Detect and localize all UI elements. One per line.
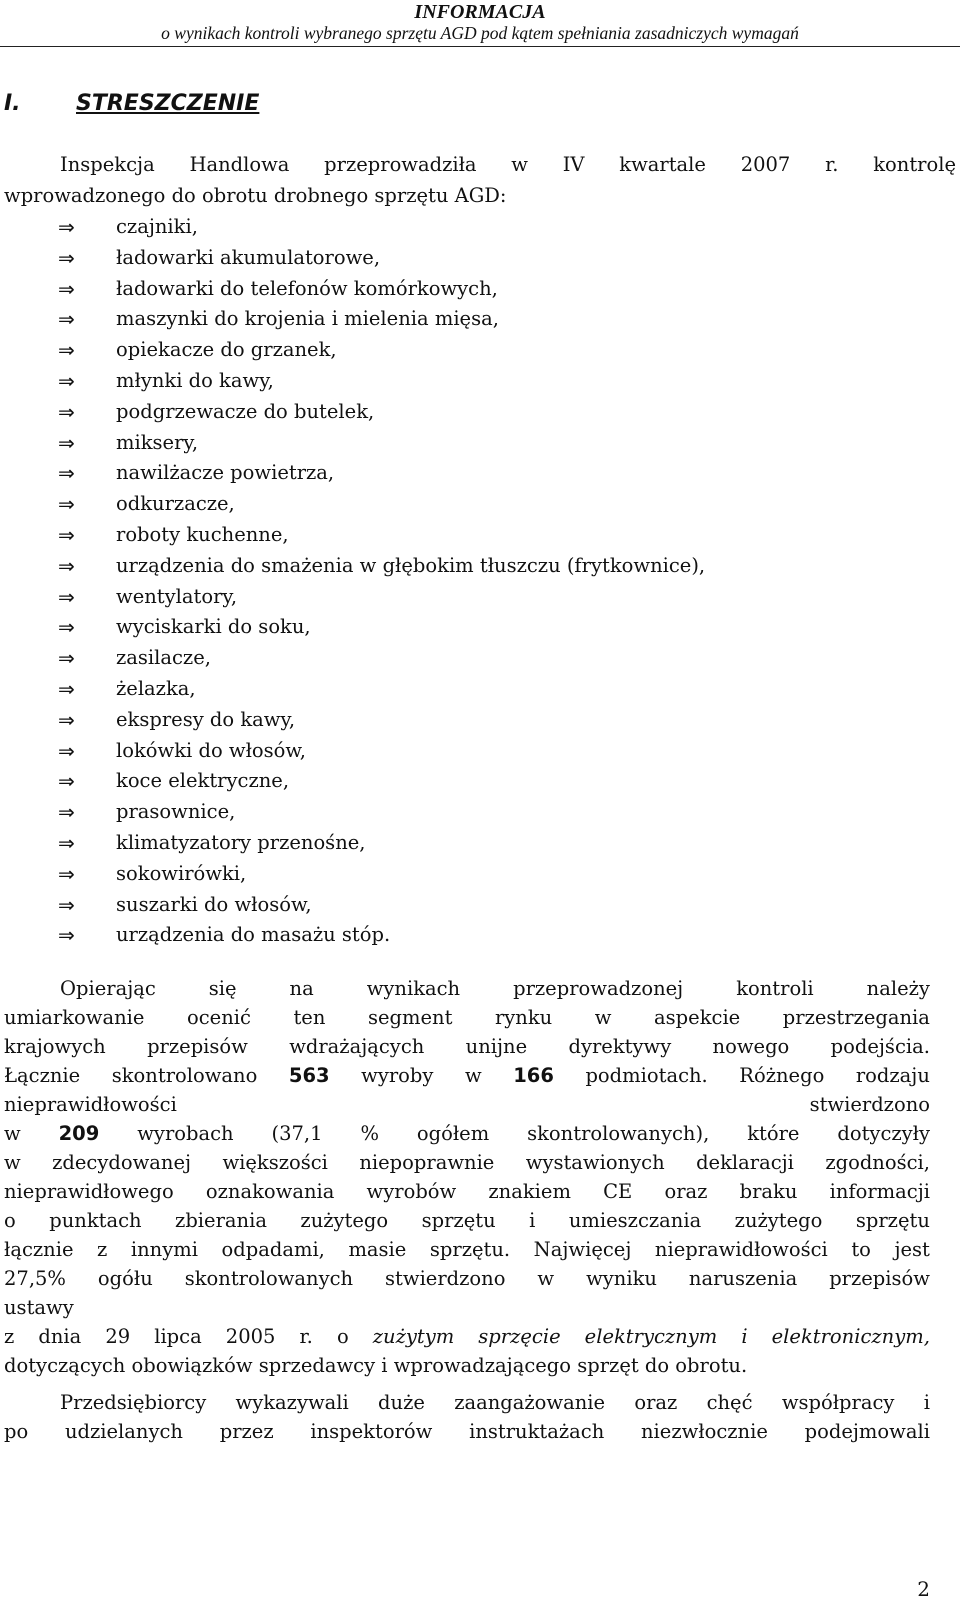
list-item-text: podgrzewacze do butelek, bbox=[116, 399, 375, 423]
word: to bbox=[851, 1238, 871, 1261]
word: wyroby bbox=[361, 1064, 434, 1087]
word: skontrolowanych), bbox=[527, 1122, 710, 1145]
double-arrow-icon: ⇒ bbox=[58, 800, 75, 825]
list-item-text: ładowarki akumulatorowe, bbox=[116, 245, 381, 269]
text-line bbox=[4, 1351, 930, 1380]
double-arrow-icon: ⇒ bbox=[58, 430, 75, 455]
double-arrow-icon: ⇒ bbox=[58, 245, 75, 270]
text-line bbox=[4, 1206, 930, 1235]
word: w bbox=[464, 1064, 482, 1087]
summary-paragraph bbox=[4, 974, 930, 1380]
word: rynku bbox=[494, 1006, 553, 1029]
word: oznakowania bbox=[205, 1180, 335, 1203]
word: ustawy bbox=[4, 1296, 74, 1319]
list-item-text: ładowarki do telefonów komórkowych, bbox=[116, 276, 498, 300]
word: CE bbox=[603, 1180, 633, 1203]
list-item-text: lokówki do włosów, bbox=[116, 738, 306, 762]
list-item-text: sokowirówki, bbox=[116, 861, 247, 885]
word: przeprowadziła bbox=[324, 153, 477, 176]
word: ogółu bbox=[97, 1267, 153, 1290]
cooperation-paragraph bbox=[4, 1388, 930, 1446]
double-arrow-icon: ⇒ bbox=[58, 276, 75, 301]
list-item-text: maszynki do krojenia i mielenia mięsa, bbox=[116, 307, 499, 331]
word: większości bbox=[222, 1151, 328, 1174]
word: przepisów bbox=[829, 1267, 930, 1290]
text-line bbox=[4, 1293, 930, 1322]
word: sprzętu bbox=[855, 1209, 930, 1232]
word: chęć bbox=[706, 1391, 753, 1414]
word: nieprawidłowości bbox=[4, 1093, 177, 1116]
double-arrow-icon: ⇒ bbox=[58, 338, 75, 363]
word: ogółem bbox=[416, 1122, 490, 1145]
word: w bbox=[4, 1122, 21, 1145]
act-title-word: i bbox=[741, 1325, 748, 1348]
double-arrow-icon: ⇒ bbox=[58, 522, 75, 547]
double-arrow-icon: ⇒ bbox=[58, 461, 75, 486]
word: ocenić bbox=[187, 1006, 251, 1029]
word: zużytego bbox=[300, 1209, 389, 1232]
word: kontroli bbox=[736, 977, 814, 1000]
list-item-text: żelazka, bbox=[116, 676, 196, 700]
list-item-text: urządzenia do smażenia w głębokim tłuszczu (frytkownice), bbox=[116, 553, 706, 577]
act-title-word: sprzęcie bbox=[478, 1325, 561, 1348]
word: skontrolowanych bbox=[184, 1267, 354, 1290]
word: dnia bbox=[38, 1325, 82, 1348]
word: i bbox=[923, 1391, 930, 1414]
word: skontrolowano bbox=[111, 1064, 258, 1087]
double-arrow-icon: ⇒ bbox=[58, 892, 75, 917]
word: podejścia. bbox=[830, 1035, 930, 1058]
word: inspektorów bbox=[310, 1420, 433, 1443]
word: należy bbox=[866, 977, 930, 1000]
double-arrow-icon: ⇒ bbox=[58, 492, 75, 517]
word: innymi bbox=[130, 1238, 198, 1261]
word: Przedsiębiorcy bbox=[60, 1391, 207, 1414]
double-arrow-icon: ⇒ bbox=[58, 923, 75, 948]
header-subtitle: o wynikach kontroli wybranego sprzętu AGD pod kątem spełniania zasadniczych wymagań bbox=[161, 23, 799, 43]
word: udzielanych bbox=[64, 1420, 183, 1443]
list-item-text: zasilacze, bbox=[116, 646, 211, 670]
word: niepoprawnie bbox=[359, 1151, 495, 1174]
word: dotyczących obowiązków sprzedawcy i wprowadzającego sprzęt do obrotu. bbox=[4, 1354, 748, 1377]
word: braku bbox=[739, 1180, 798, 1203]
word: masie bbox=[348, 1238, 407, 1261]
word: stwierdzono bbox=[809, 1093, 930, 1116]
products-count: 563 bbox=[288, 1064, 330, 1087]
intro-paragraph bbox=[4, 149, 956, 211]
word: w bbox=[4, 1151, 21, 1174]
word: dyrektywy bbox=[568, 1035, 672, 1058]
text-line bbox=[4, 1119, 930, 1148]
act-title-word: elektronicznym, bbox=[771, 1325, 930, 1348]
word: niezwłocznie bbox=[641, 1420, 768, 1443]
double-arrow-icon: ⇒ bbox=[58, 399, 75, 424]
word: instruktażach bbox=[469, 1420, 605, 1443]
list-item-text: czajniki, bbox=[116, 215, 198, 238]
irregular-products-count: 209 bbox=[58, 1122, 100, 1145]
word: w bbox=[594, 1006, 612, 1029]
word: 29 bbox=[105, 1325, 131, 1348]
word: o bbox=[336, 1325, 349, 1348]
text-line bbox=[4, 1177, 930, 1206]
word: łącznie bbox=[4, 1238, 74, 1261]
double-arrow-icon: ⇒ bbox=[58, 676, 75, 701]
text-line bbox=[4, 974, 930, 1003]
word: z bbox=[97, 1238, 108, 1261]
text-line bbox=[4, 1322, 930, 1351]
word: z bbox=[4, 1325, 15, 1348]
header-divider bbox=[0, 46, 960, 47]
list-item-text: prasownice, bbox=[116, 800, 236, 824]
word: sprzętu. bbox=[429, 1238, 511, 1261]
word: jest bbox=[894, 1238, 930, 1261]
word: podejmowali bbox=[804, 1420, 930, 1443]
word: zgodności, bbox=[825, 1151, 930, 1174]
double-arrow-icon: ⇒ bbox=[58, 861, 75, 886]
text-line bbox=[4, 1235, 930, 1264]
word: ten bbox=[293, 1006, 326, 1029]
text-line bbox=[4, 1148, 930, 1177]
word: wystawionych bbox=[525, 1151, 665, 1174]
word: podmiotach. bbox=[585, 1064, 708, 1087]
word: się bbox=[208, 977, 237, 1000]
list-item-text: nawilżacze powietrza, bbox=[116, 461, 335, 485]
word: przeprowadzonej bbox=[513, 977, 684, 1000]
word: odpadami, bbox=[221, 1238, 325, 1261]
word: r. bbox=[825, 153, 839, 176]
list-item-text: ekspresy do kawy, bbox=[116, 707, 296, 731]
word: po bbox=[4, 1420, 29, 1443]
entities-count: 166 bbox=[513, 1064, 554, 1087]
word: nowego bbox=[712, 1035, 790, 1058]
word: wykazywali bbox=[235, 1391, 349, 1414]
word: przez bbox=[219, 1420, 274, 1443]
word: wyrobów bbox=[366, 1180, 457, 1203]
word: dotyczyły bbox=[837, 1122, 930, 1145]
word: zaangażowanie bbox=[454, 1391, 606, 1414]
list-item-text: klimatyzatory przenośne, bbox=[116, 830, 366, 854]
word: kontrolę bbox=[873, 153, 956, 176]
word: współpracy bbox=[781, 1391, 895, 1414]
word: Inspekcja bbox=[60, 153, 155, 176]
text-line bbox=[4, 1003, 930, 1032]
text-line bbox=[4, 1388, 930, 1417]
word: na bbox=[289, 977, 314, 1000]
word: umiarkowanie bbox=[4, 1006, 145, 1029]
section-number: I. bbox=[4, 91, 21, 116]
double-arrow-icon: ⇒ bbox=[58, 830, 75, 855]
double-arrow-icon: ⇒ bbox=[58, 368, 75, 393]
word: Opierając bbox=[60, 977, 156, 1000]
word: w bbox=[537, 1267, 555, 1290]
word: przestrzegania bbox=[782, 1006, 930, 1029]
word: naruszenia bbox=[688, 1267, 798, 1290]
list-item-text: odkurzacze, bbox=[116, 492, 235, 516]
word: nieprawidłowego bbox=[4, 1180, 174, 1203]
list-item-text: opiekacze do grzanek, bbox=[116, 338, 337, 362]
word: 2007 bbox=[740, 153, 791, 176]
word: rodzaju bbox=[855, 1064, 930, 1087]
double-arrow-icon: ⇒ bbox=[58, 615, 75, 640]
list-item-text: wentylatory, bbox=[116, 584, 238, 608]
text-line bbox=[4, 1032, 930, 1061]
act-title-word: elektrycznym bbox=[584, 1325, 718, 1348]
intro-line-2: wprowadzonego do obrotu drobnego sprzętu AGD: bbox=[4, 184, 507, 207]
list-item-text: urządzenia do masażu stóp. bbox=[116, 923, 391, 947]
double-arrow-icon: ⇒ bbox=[58, 769, 75, 794]
word: (37,1 bbox=[271, 1122, 323, 1145]
word: stwierdzono bbox=[385, 1267, 506, 1290]
word: znakiem bbox=[488, 1180, 571, 1203]
word: deklaracji bbox=[696, 1151, 794, 1174]
word: wyniku bbox=[586, 1267, 657, 1290]
word: i bbox=[529, 1209, 536, 1232]
word: duże bbox=[378, 1391, 425, 1414]
list-item-text: młynki do kawy, bbox=[116, 368, 274, 392]
word: informacji bbox=[829, 1180, 930, 1203]
word: krajowych bbox=[4, 1035, 106, 1058]
word: oraz bbox=[664, 1180, 708, 1203]
text-line bbox=[4, 1264, 930, 1293]
word: o bbox=[4, 1209, 16, 1232]
word: lipca bbox=[154, 1325, 202, 1348]
section-title: STRESZCZENIE bbox=[76, 91, 260, 116]
text-line bbox=[4, 1090, 930, 1119]
word: sprzętu bbox=[421, 1209, 496, 1232]
list-item-text: miksery, bbox=[116, 430, 199, 454]
word: zbierania bbox=[175, 1209, 267, 1232]
intro-line-1 bbox=[4, 149, 956, 180]
word: aspekcie bbox=[654, 1006, 741, 1029]
word: Najwięcej bbox=[533, 1238, 632, 1261]
word: Różnego bbox=[739, 1064, 825, 1087]
list-item-text: roboty kuchenne, bbox=[116, 522, 289, 546]
word: wyrobach bbox=[137, 1122, 234, 1145]
word: oraz bbox=[634, 1391, 678, 1414]
word: wdrażających bbox=[289, 1035, 425, 1058]
word: zużytego bbox=[734, 1209, 823, 1232]
act-title-word: zużytym bbox=[372, 1325, 455, 1348]
text-line bbox=[4, 1417, 930, 1446]
word: unijne bbox=[465, 1035, 528, 1058]
list-item-text: suszarki do włosów, bbox=[116, 892, 312, 916]
word: zdecydowanej bbox=[52, 1151, 192, 1174]
double-arrow-icon: ⇒ bbox=[58, 215, 75, 239]
double-arrow-icon: ⇒ bbox=[58, 553, 75, 578]
word: Handlowa bbox=[189, 153, 290, 176]
word: punktach bbox=[49, 1209, 142, 1232]
word: nieprawidłowości bbox=[654, 1238, 828, 1261]
double-arrow-icon: ⇒ bbox=[58, 707, 75, 732]
double-arrow-icon: ⇒ bbox=[58, 738, 75, 763]
word: 27,5% bbox=[4, 1267, 66, 1290]
header-title: INFORMACJA bbox=[414, 1, 546, 23]
page-number: 2 bbox=[917, 1577, 930, 1601]
double-arrow-icon: ⇒ bbox=[58, 307, 75, 332]
text-line bbox=[4, 1061, 930, 1090]
word: przepisów bbox=[147, 1035, 248, 1058]
section-heading bbox=[4, 91, 259, 117]
double-arrow-icon: ⇒ bbox=[58, 646, 75, 671]
list-item-text: wyciskarki do soku, bbox=[116, 615, 311, 639]
word: kwartale bbox=[619, 153, 706, 176]
word: umieszczania bbox=[568, 1209, 702, 1232]
word: r. bbox=[299, 1325, 313, 1348]
word: 2005 bbox=[225, 1325, 276, 1348]
word: w bbox=[511, 153, 528, 176]
double-arrow-icon: ⇒ bbox=[58, 584, 75, 609]
word: Łącznie bbox=[4, 1064, 81, 1087]
word: wynikach bbox=[366, 977, 461, 1000]
list-item-text: koce elektryczne, bbox=[116, 769, 290, 793]
word: % bbox=[360, 1122, 379, 1145]
word: IV bbox=[562, 153, 585, 176]
word: segment bbox=[367, 1006, 453, 1029]
word: które bbox=[747, 1122, 800, 1145]
